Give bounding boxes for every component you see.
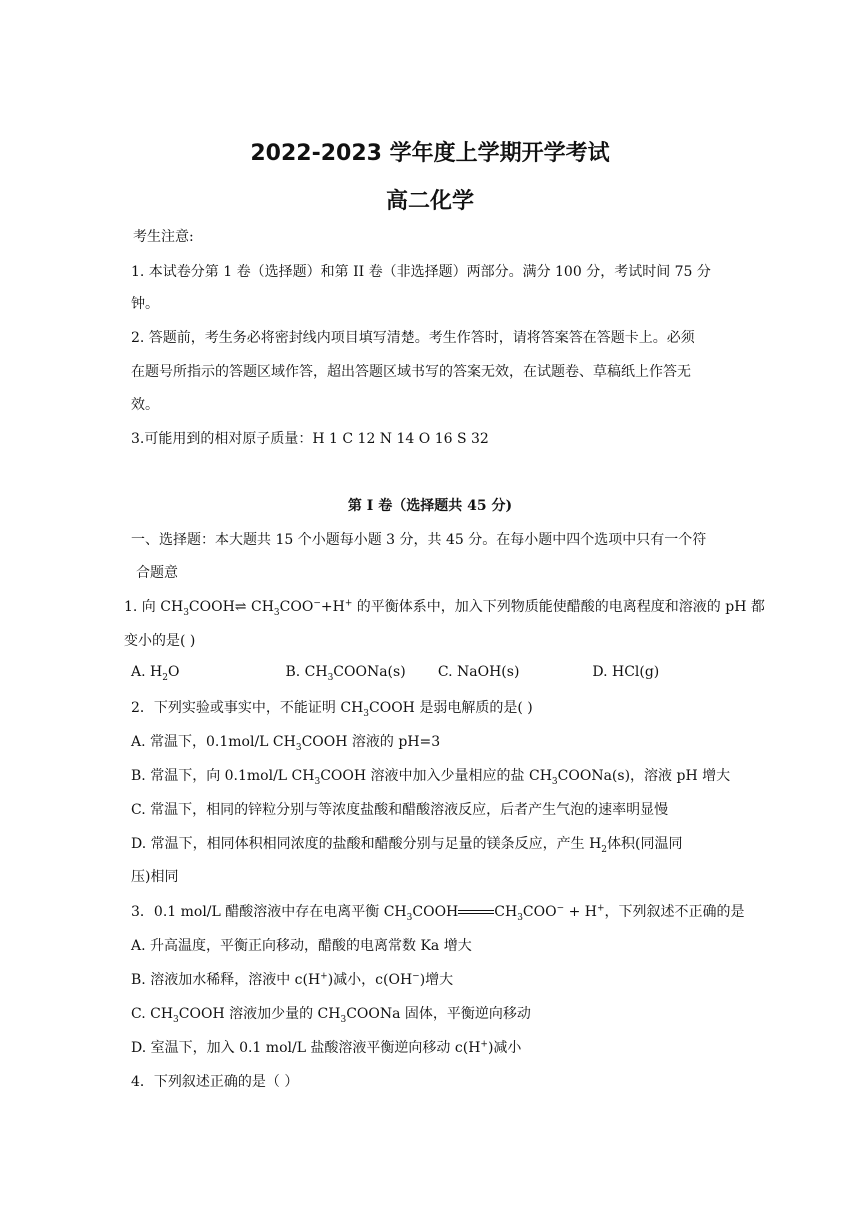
notice-item-1: 1. 本试卷分第 1 卷（选择题）和第 II 卷（非选择题）两部分。满分 100 分，考试时间 75 分 xyxy=(131,264,711,280)
question-3-option-b[interactable]: B. 溶液加水稀释，溶液中 c(H+)减小，c(OH−)增大 xyxy=(131,971,454,988)
question-3-option-a[interactable]: A. 升高温度，平衡正向移动，醋酸的电离常数 Ka 增大 xyxy=(131,938,472,954)
section-instructions: 一、选择题：本大题共 15 个小题每小题 3 分，共 45 分。在每小题中四个选项中只有一个符 xyxy=(131,532,707,548)
question-2-stem: 2．下列实验或事实中，不能证明 $CH_3COOH$ 是弱电解质的是( ) xyxy=(131,700,533,719)
notice-item-1-cont: 钟。 xyxy=(131,296,159,312)
question-2-option-a[interactable]: A. 常温下，0.1mol/L $CH_3COOH$ 溶液的 pH=3 xyxy=(131,734,441,753)
section-title: 第 I 卷（选择题共 45 分) xyxy=(347,498,513,514)
question-2-option-d-cont: 压)相同 xyxy=(131,869,179,885)
notice-item-2: 2. 答题前，考生务必将密封线内项目填写清楚。考生作答时，请将答案答在答题卡上。必须 xyxy=(131,330,695,346)
option-d[interactable]: D. HCl(g) xyxy=(592,664,660,680)
notice-item-2-cont: 在题号所指示的答题区域作答，超出答题区域书写的答案无效，在试题卷、草稿纸上作答无 xyxy=(131,364,691,380)
question-3-option-d[interactable]: D. 室温下，加入 0.1 mol/L 盐酸溶液平衡逆向移动 c(H+)减小 xyxy=(131,1039,522,1056)
question-1-stem: 1. 向 $CH_3COOH\rightleftharpoons$ $CH_3COO^-+H^+$ 的平衡体系中，加入下列物质能使醋酸的电离程度和溶液的 pH 都 xyxy=(124,598,765,618)
notice-item-2-cont2: 效。 xyxy=(131,397,159,413)
question-3-stem: 3．0.1 mol/L 醋酸溶液中存在电离平衡 $CH_3COOH$ $CH_3COO^- + H^+$，下列叙述不正确的是 xyxy=(131,903,745,923)
option-c[interactable]: C. NaOH(s) xyxy=(437,664,520,680)
option-b[interactable]: B. $CH_3COONa(s)$ xyxy=(285,664,406,683)
notice-item-3: 3.可能用到的相对原子质量：H 1 C 12 N 14 O 16 S 32 xyxy=(131,431,489,447)
question-2-option-d[interactable]: D. 常温下，相同体积相同浓度的盐酸和醋酸分别与足量的镁条反应，产生 $H_2$体积(同温同 xyxy=(131,836,683,855)
exam-subject: 高二化学 xyxy=(385,189,474,214)
notice-heading: 考生注意: xyxy=(133,229,194,245)
option-a[interactable]: A. $H_2O$ xyxy=(131,664,180,683)
question-2-option-b[interactable]: B. 常温下，向 0.1mol/L $CH_3COOH$ 溶液中加入少量相应的盐 $CH_3COONa(s)$，溶液 pH 增大 xyxy=(131,768,731,787)
question-3-option-c[interactable]: C. $CH_3COOH$ 溶液加少量的 $CH_3COONa$ 固体，平衡逆向移动 xyxy=(131,1006,531,1025)
question-1-options xyxy=(131,664,660,683)
question-4-stem: 4．下列叙述正确的是（ ） xyxy=(131,1074,299,1090)
question-2-option-c[interactable]: C. 常温下，相同的锌粒分别与等浓度盐酸和醋酸溶液反应，后者产生气泡的速率明显慢 xyxy=(131,802,669,818)
question-1-stem-cont: 变小的是( ) xyxy=(124,633,196,649)
section-instructions-cont: 合题意 xyxy=(136,565,178,581)
exam-title: 2022-2023 学年度上学期开学考试 xyxy=(250,141,610,166)
equilibrium-arrow-icon xyxy=(458,907,494,917)
